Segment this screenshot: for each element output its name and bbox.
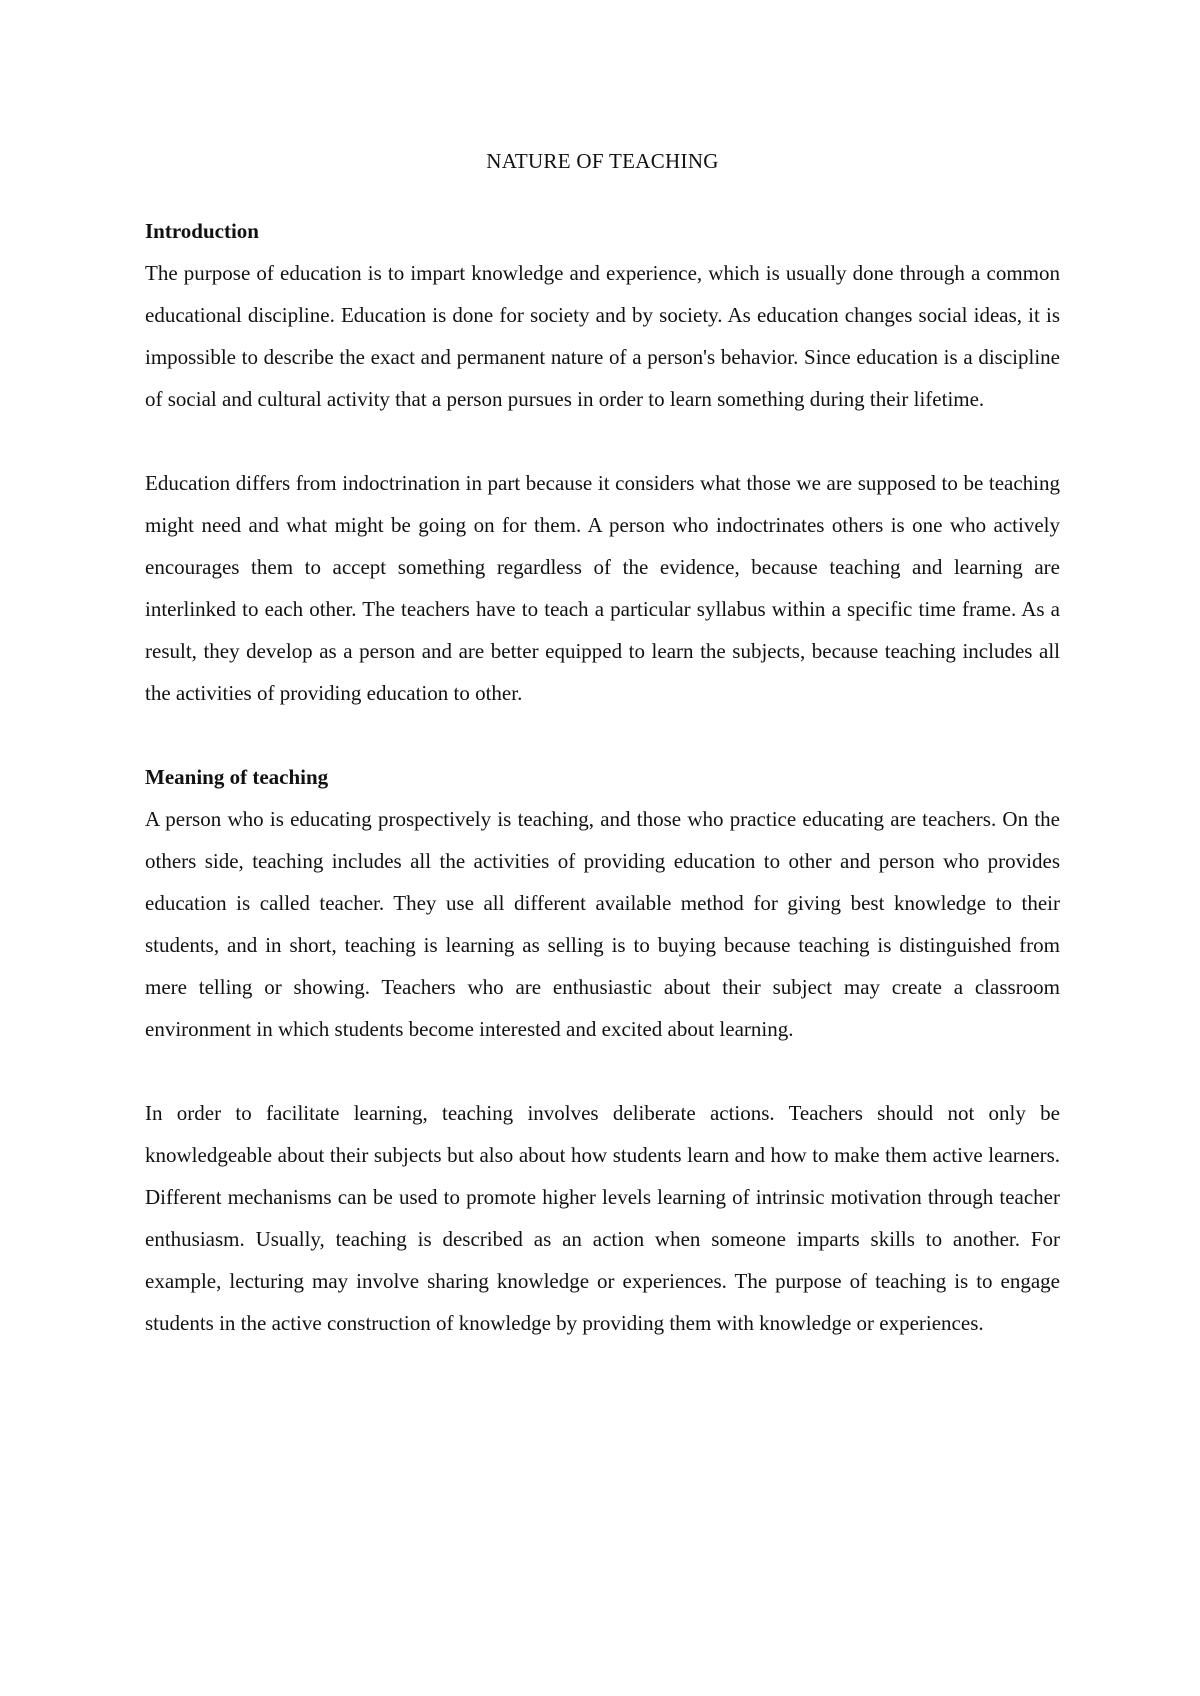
section-introduction [145, 210, 1060, 714]
section-heading-introduction: Introduction [145, 219, 259, 243]
document-body [145, 140, 1060, 1344]
section-spacer [145, 714, 1060, 756]
paragraph: Education differs from indoctrination in part because it considers what those we are supposed to be teaching might need and what might be going on for them. A person who indoctrinates others is one who actively encourages them to accept something regardless of the evidence, because teaching and learning are interlinked to each other. The teachers have to teach a particular syllabus within a specific time frame. As a result, they develop as a person and are better equipped to learn the subjects, because teaching includes all the activities of providing education to other. [145, 471, 1060, 705]
paragraph: In order to facilitate learning, teaching involves deliberate actions. Teachers should not only be knowledgeable about their subjects but also about how students learn and how to make them active learners. Different mechanisms can be used to promote higher levels learning of intrinsic motivation through teacher enthusiasm. Usually, teaching is described as an action when someone imparts skills to another. For example, lecturing may involve sharing knowledge or experiences. The purpose of teaching is to engage students in the active construction of knowledge by providing them with knowledge or experiences. [145, 1101, 1060, 1335]
paragraph-spacer [145, 1050, 1060, 1092]
section-meaning-of-teaching [145, 756, 1060, 1344]
document-title: NATURE OF TEACHING [486, 149, 719, 173]
paragraph-spacer [145, 420, 1060, 462]
section-heading-meaning-of-teaching: Meaning of teaching [145, 765, 329, 789]
paragraph: The purpose of education is to impart knowledge and experience, which is usually done through a common educational discipline. Education is done for society and by society. As education changes social ideas, it is impossible to describe the exact and permanent nature of a person's behavior. Since education is a discipline of social and cultural activity that a person pursues in order to learn something during their lifetime. [145, 261, 1060, 411]
paragraph: A person who is educating prospectively is teaching, and those who practice educating are teachers. On the others side, teaching includes all the activities of providing education to other and person who provides education is called teacher. They use all different available method for giving best knowledge to their students, and in short, teaching is learning as selling is to buying because teaching is distinguished from mere telling or showing. Teachers who are enthusiastic about their subject may create a classroom environment in which students become interested and excited about learning. [145, 807, 1060, 1041]
